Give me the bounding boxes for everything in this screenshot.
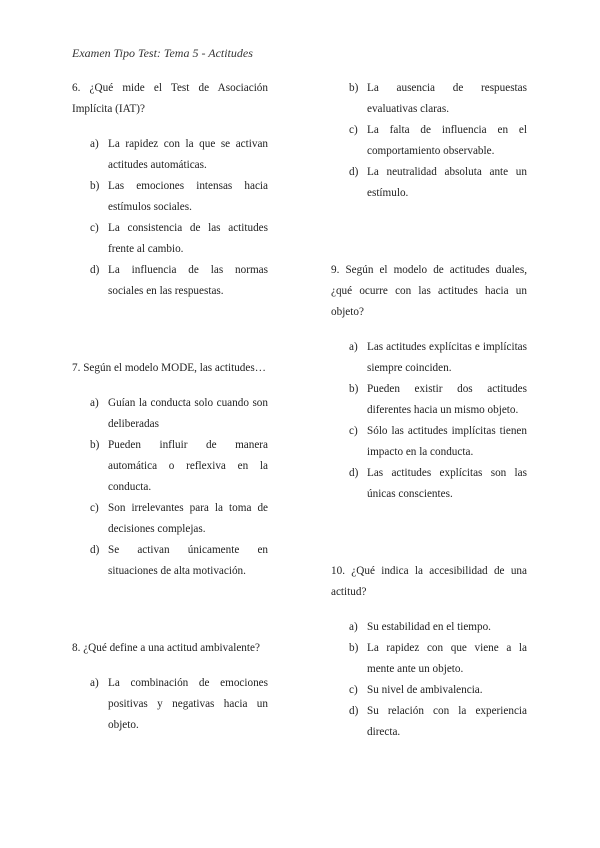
- option-label: b): [90, 439, 100, 451]
- option-label: c): [349, 684, 358, 696]
- option-label: a): [349, 621, 358, 633]
- option-item: [331, 680, 527, 701]
- option-item: [72, 435, 268, 498]
- option-label: b): [349, 82, 359, 94]
- option-text: Se activan únicamente en situaciones de alta motivación.: [108, 544, 268, 577]
- option-text: La falta de influencia en el comportamiento observable.: [367, 124, 527, 157]
- option-label: c): [349, 124, 358, 136]
- option-list: [331, 337, 527, 505]
- option-text: La rapidez con la que se activan actitudes automáticas.: [108, 138, 268, 171]
- option-label: d): [349, 467, 359, 479]
- option-text: Las emociones intensas hacia estímulos sociales.: [108, 180, 268, 213]
- option-text: Son irrelevantes para la toma de decisiones complejas.: [108, 502, 268, 535]
- option-item: [331, 701, 527, 743]
- option-label: d): [349, 166, 359, 178]
- question-text: 10. ¿Qué indica la accesibilidad de una actitud?: [331, 565, 527, 598]
- option-text: La rapidez con que viene a la mente ante un objeto.: [367, 642, 527, 675]
- option-item: [72, 218, 268, 260]
- option-text: Sólo las actitudes implícitas tienen impacto en la conducta.: [367, 425, 527, 458]
- option-item: [331, 379, 527, 421]
- option-text: La influencia de las normas sociales en las respuestas.: [108, 264, 268, 297]
- page-header: Examen Tipo Test: Tema 5 - Actitudes: [72, 46, 253, 60]
- question-10: [331, 561, 527, 743]
- option-item: [331, 120, 527, 162]
- option-item: [72, 176, 268, 218]
- option-label: b): [90, 180, 100, 192]
- option-item: [331, 162, 527, 204]
- option-text: La neutralidad absoluta ante un estímulo.: [367, 166, 527, 199]
- left-column: [72, 78, 268, 736]
- option-label: d): [90, 264, 100, 276]
- option-list: [331, 78, 527, 204]
- question-6: [72, 78, 268, 302]
- option-text: Guían la conducta solo cuando son deliberadas: [108, 397, 268, 430]
- option-label: c): [349, 425, 358, 437]
- option-label: a): [349, 341, 358, 353]
- option-text: Su estabilidad en el tiempo.: [367, 621, 491, 633]
- option-label: d): [349, 705, 359, 717]
- option-label: a): [90, 138, 99, 150]
- option-item: [331, 463, 527, 505]
- question-text: 8. ¿Qué define a una actitud ambivalente?: [72, 642, 260, 654]
- right-column: [331, 78, 527, 743]
- option-list: [331, 617, 527, 743]
- option-label: b): [349, 642, 359, 654]
- option-item: [72, 540, 268, 582]
- option-label: c): [90, 502, 99, 514]
- option-item: [331, 638, 527, 680]
- option-label: d): [90, 544, 100, 556]
- option-text: Su relación con la experiencia directa.: [367, 705, 527, 738]
- option-text: La combinación de emociones positivas y negativas hacia un objeto.: [108, 677, 268, 731]
- question-text: 7. Según el modelo MODE, las actitudes…: [72, 362, 266, 374]
- question-text: 6. ¿Qué mide el Test de Asociación Implícita (IAT)?: [72, 82, 268, 115]
- option-text: Pueden influir de manera automática o reflexiva en la conducta.: [108, 439, 268, 493]
- question-9: [331, 260, 527, 505]
- question-text: 9. Según el modelo de actitudes duales, ¿qué ocurre con las actitudes hacia un objeto?: [331, 264, 527, 318]
- option-text: Su nivel de ambivalencia.: [367, 684, 483, 696]
- option-text: La ausencia de respuestas evaluativas claras.: [367, 82, 527, 115]
- option-label: a): [90, 677, 99, 689]
- question-8: [72, 638, 268, 736]
- option-item: [331, 337, 527, 379]
- option-label: a): [90, 397, 99, 409]
- option-list: [72, 393, 268, 582]
- option-item: [72, 134, 268, 176]
- option-list: [72, 673, 268, 736]
- option-list: [72, 134, 268, 302]
- option-label: b): [349, 383, 359, 395]
- option-text: Pueden existir dos actitudes diferentes hacia un mismo objeto.: [367, 383, 527, 416]
- option-item: [72, 498, 268, 540]
- option-item: [72, 393, 268, 435]
- option-item: [331, 421, 527, 463]
- question-7: [72, 358, 268, 582]
- option-text: Las actitudes explícitas son las únicas conscientes.: [367, 467, 527, 500]
- option-item: [331, 617, 527, 638]
- option-item: [331, 78, 527, 120]
- option-item: [72, 673, 268, 736]
- option-item: [72, 260, 268, 302]
- option-label: c): [90, 222, 99, 234]
- option-text: Las actitudes explícitas e implícitas siempre coinciden.: [367, 341, 527, 374]
- option-text: La consistencia de las actitudes frente al cambio.: [108, 222, 268, 255]
